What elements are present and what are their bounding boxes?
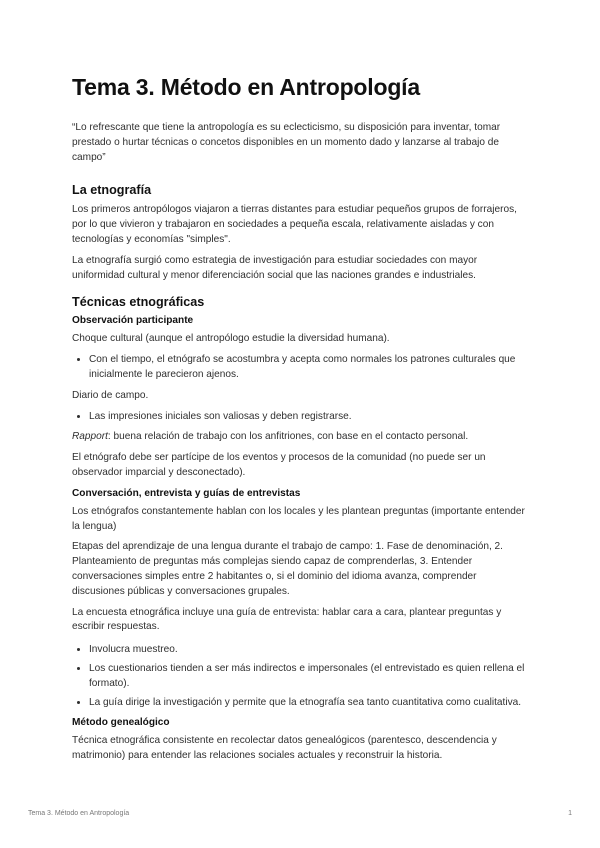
etnografia-paragraph-2: La etnografía surgió como estrategia de investigación para estudiar sociedades con mayor uniformidad cultural y menor diferenciación social que las naciones grandes e industriales. xyxy=(72,254,478,281)
list-item: • Los cuestionarios tienden a ser más indirectos e impersonales (el entrevistado es quien rellena el formato). xyxy=(89,662,528,692)
rapport-term: Rapport xyxy=(72,431,108,443)
conversacion-paragraph-2: Etapas del aprendizaje de una lengua durante el trabajo de campo: 1. Fase de denominación, 2. Planteamiento de preguntas más complejas siendo capaz de comprenderlas, 3. Entender conversaciones simples entre 2 habitantes o, si el dominio del idioma avanza, comprender discusiones públicas y conversaciones grupales. xyxy=(72,541,503,597)
opening-quote: “Lo refrescante que tiene la antropología es su eclecticismo, su disposición para inventar, tomar prestado o hurtar técnicas o concetos disponibles en un momento dado y lanzarse al trabajo de campo” xyxy=(72,122,501,163)
observacion-list-2 xyxy=(72,410,528,425)
rapport-paragraph xyxy=(72,430,528,445)
section-heading-tecnicas: Técnicas etnográficas xyxy=(72,295,205,310)
list-item: • La guía dirige la investigación y permite que la etnografía sea tanto cuantitativa como cualitativa. xyxy=(89,696,528,711)
page-number: 1 xyxy=(568,810,572,817)
subheading-genealogico: Método genealógico xyxy=(72,717,170,729)
list-item: • Involucra muestreo. xyxy=(89,643,528,658)
list-item: • Las impresiones iniciales son valiosas y deben registrarse. xyxy=(89,410,528,425)
page-title: Tema 3. Método en Antropología xyxy=(72,74,420,100)
observacion-list-1 xyxy=(72,353,528,383)
etnografia-paragraph-1: Los primeros antropólogos viajaron a tierras distantes para estudiar pequeños grupos de forrajeros, por lo que vivieron y trabajaron en sociedades a pequeña escala, relativamente aisladas y con tecnologías y economías "simples". xyxy=(72,204,517,245)
genealogico-paragraph: Técnica etnográfica consistente en recolectar datos genealógicos (parentesco, descendencia y matrimonio) para entender las relaciones sociales actuales y reconstruir la historia. xyxy=(72,735,497,762)
conversacion-paragraph-1: Los etnógrafos constantemente hablan con los locales y les plantean preguntas (importante entender la lengua) xyxy=(72,505,525,532)
list-item: • Con el tiempo, el etnógrafo se acostumbra y acepta como normales los patrones culturales que inicialmente le parecieron ajenos. xyxy=(89,353,528,383)
conversacion-list xyxy=(72,643,528,710)
page-footer xyxy=(28,810,572,817)
section-heading-etnografia: La etnografía xyxy=(72,183,152,198)
document-page xyxy=(72,70,528,764)
observacion-paragraph-2: Diario de campo. xyxy=(72,389,149,401)
rapport-definition: : buena relación de trabajo con los anfitriones, con base en el contacto personal. xyxy=(107,431,469,443)
observacion-paragraph-1: Choque cultural (aunque el antropólogo estudie la diversidad humana). xyxy=(72,333,390,345)
subheading-observacion: Observación participante xyxy=(72,315,194,327)
observacion-paragraph-3: El etnógrafo debe ser partícipe de los eventos y procesos de la comunidad (no puede ser un observador imparcial y desconectado). xyxy=(72,452,486,478)
footer-title: Tema 3. Método en Antropología xyxy=(28,810,130,817)
conversacion-paragraph-3: La encuesta etnográfica incluye una guía de entrevista: hablar cara a cara, plantear preguntas y escribir respuestas. xyxy=(72,606,502,633)
subheading-conversacion: Conversación, entrevista y guías de entrevistas xyxy=(72,487,301,499)
